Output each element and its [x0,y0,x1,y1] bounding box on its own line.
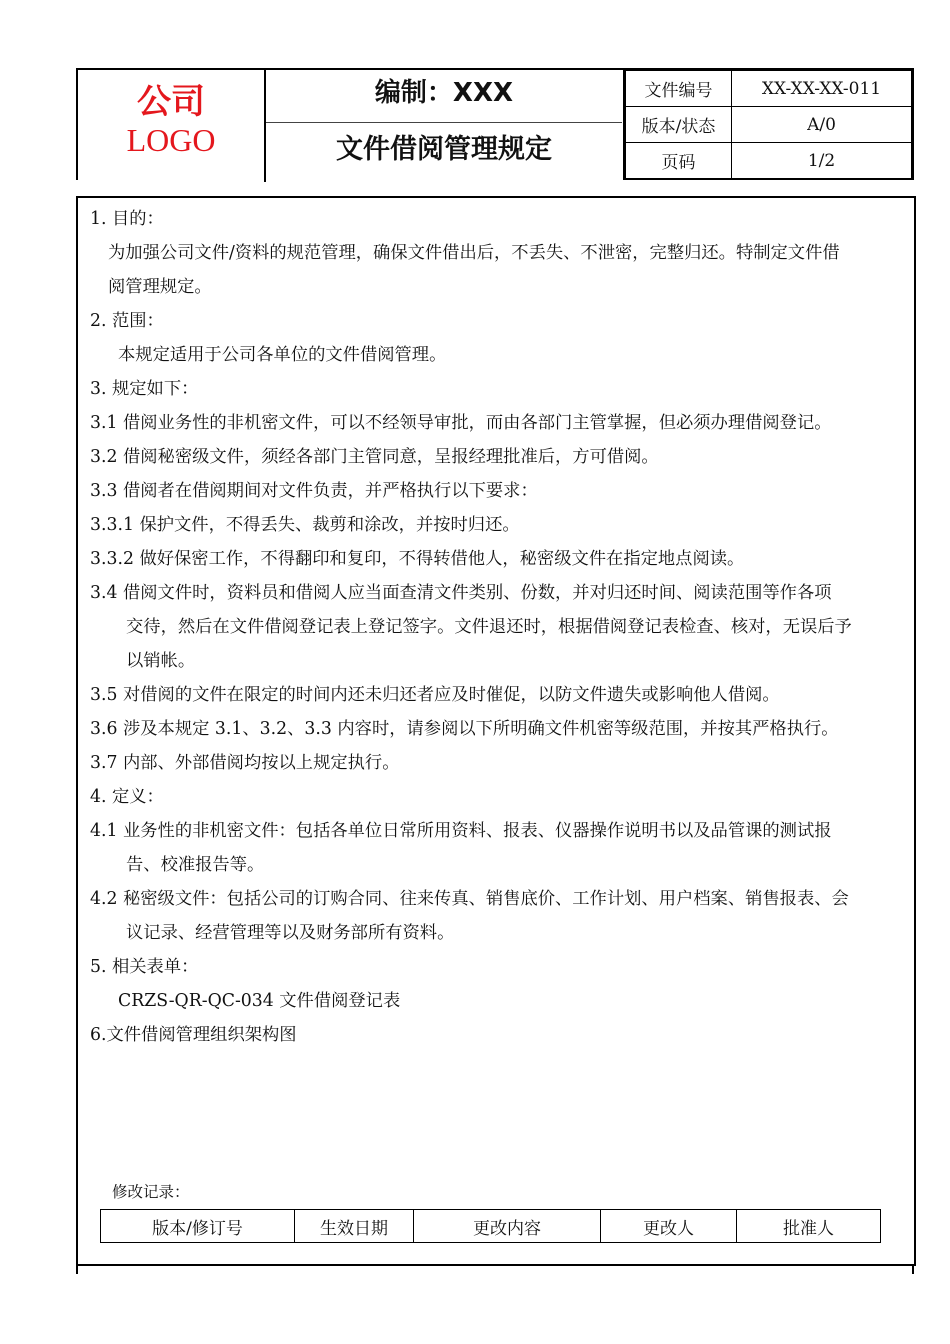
logo-line1: 公司 [137,82,205,122]
clause-continuation: 以销帐。 [126,651,196,671]
document-header [76,68,912,180]
paragraph-line: 阅管理规定。 [108,277,212,297]
form-reference: CRZS-QR-QC-034 文件借阅登记表 [118,991,401,1011]
revision-col-approver: 批准人 [737,1210,881,1243]
frame-tick-right [912,1264,914,1274]
clause-line: 3.7 内部、外部借阅均按以上规定执行。 [90,753,400,773]
meta-label: 页码 [626,143,732,179]
frame-bottom-rule [76,1264,916,1266]
document-meta-table [623,68,914,180]
meta-label: 版本/状态 [626,107,732,143]
clause-line: 3.1 借阅业务性的非机密文件，可以不经领导审批，而由各部门主管掌握，但必须办理借阅登记。 [90,413,832,433]
section-heading: 3. 规定如下： [90,379,199,399]
clause-line: 3.3.1 保护文件，不得丢失、裁剪和涂改，并按时归还。 [90,515,520,535]
paragraph-line: 本规定适用于公司各单位的文件借阅管理。 [118,345,447,365]
revision-col-version: 版本/修订号 [101,1210,295,1243]
frame-tick-left [76,1264,78,1274]
clause-continuation: 交待，然后在文件借阅登记表上登记签字。文件退还时，根据借阅登记表检查、核对，无误后予 [126,617,852,637]
clause-line: 4.1 业务性的非机密文件：包括各单位日常所用资料、报表、仪器操作说明书以及品管课的测试报 [90,821,832,841]
meta-row-doc-number [626,71,912,107]
clause-continuation: 议记录、经营管理等以及财务部所有资料。 [126,923,455,943]
revision-col-content: 更改内容 [414,1210,601,1243]
clause-line: 3.2 借阅秘密级文件，须经各部门主管同意，呈报经理批准后，方可借阅。 [90,447,659,467]
logo-line2: LOGO [126,122,216,158]
clause-line: 3.3.2 做好保密工作，不得翻印和复印，不得转借他人，秘密级文件在指定地点阅读。 [90,549,745,569]
section-heading: 5. 相关表单： [90,957,199,977]
meta-row-page [626,143,912,179]
section-heading: 1. 目的： [90,209,164,229]
compiler-label: 编制：XXX [374,78,514,108]
revision-table [100,1209,881,1243]
document-body [90,202,900,1052]
meta-value: A/0 [732,107,912,143]
section-heading: 6.文件借阅管理组织架构图 [90,1025,297,1045]
revision-col-date: 生效日期 [295,1210,414,1243]
meta-value: 1/2 [732,143,912,179]
meta-row-version [626,107,912,143]
section-heading: 2. 范围： [90,311,164,331]
clause-line: 3.5 对借阅的文件在限定的时间内还未归还者应及时催促，以防文件遗失或影响他人借阅。 [90,685,780,705]
clause-line: 4.2 秘密级文件：包括公司的订购合同、往来传真、销售底价、工作计划、用户档案、销售报表、会 [90,889,849,909]
meta-label: 文件编号 [626,71,732,107]
paragraph-line: 为加强公司文件/资料的规范管理，确保文件借出后，不丢失、不泄密，完整归还。特制定文件借 [108,243,840,263]
clause-line: 3.3 借阅者在借阅期间对文件负责，并严格执行以下要求： [90,481,538,501]
header-mid-rule [266,122,622,123]
clause-continuation: 告、校准报告等。 [126,855,265,875]
revision-col-editor: 更改人 [601,1210,737,1243]
clause-line: 3.6 涉及本规定 3.1、3.2、3.3 内容时，请参阅以下所明确文件机密等级范围，并按其严格执行。 [90,719,839,739]
section-heading: 4. 定义： [90,787,164,807]
document-title: 文件借阅管理规定 [336,134,552,165]
revision-record-label: 修改记录： [112,1183,190,1201]
revision-header-row [101,1210,881,1243]
company-logo [78,82,264,158]
meta-value: XX-XX-XX-011 [732,71,912,107]
clause-line: 3.4 借阅文件时，资料员和借阅人应当面查清文件类别、份数，并对归还时间、阅读范围等作各项 [90,583,832,603]
